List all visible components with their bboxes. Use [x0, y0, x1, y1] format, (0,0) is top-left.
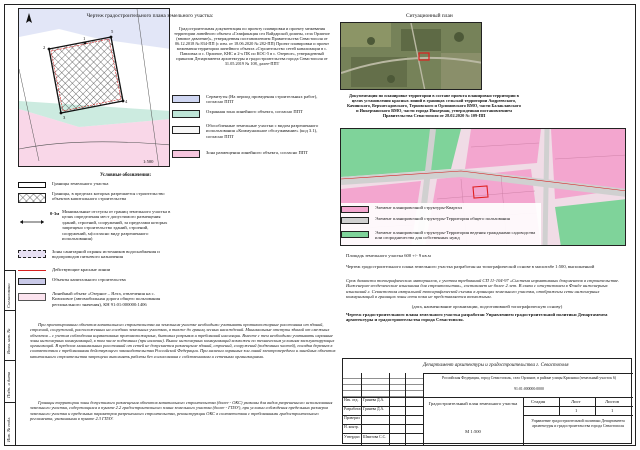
side-label-inv-orig: Инв. № подл.: [6, 416, 11, 442]
map-legend-swatch: [341, 231, 369, 238]
title-block: [342, 358, 632, 444]
top-legend-swatch: [172, 110, 200, 118]
corner-point: [48, 48, 51, 51]
stamp-header-sheets: Листов: [605, 399, 620, 404]
stamp-header-stage: Стадия: [531, 399, 546, 404]
stamp-role: Утвердил: [344, 435, 360, 439]
map-legend-swatch: [341, 217, 369, 224]
stamp-role: Н. контр.: [344, 425, 359, 429]
top-legend-item: Охранная зона линейного объекта, согласно ППТ: [172, 109, 332, 119]
body-paragraph: При проектировании объектов капитального строительства на земельном участке необходимо учитывать противопожарные расстояния от зданий, строений, сооружений, расположенных на соседних земельных участках, в также до границ лесных насаждений. Минимальные отступы зданий от смежных объектов – с учетом соблюдения нормативных противопожарных, бытовых разрывов и требований инсоляции. Вместе с тем необходимо учитывать охранные зоны инженерных коммуникаций, в том числе подземных (при наличии). Вынос инженерных коммуникаций возможен по техническим условиям эксплуатирующих организаций. В пределах минимальных расстояний от сетей не допускается размещение зданий, строений, сооружений (подземных частей), посадка деревьев в соответствии с требованиями действующего законодательства Российской Федерации. При наличии охранных зон линий электропередачи и линейных объектов капитального строительства запрещено выполнять работы без согласования с собственником и сетевыми организациями.: [30, 322, 336, 359]
topo-sub: (дата, наименование организации, подготовившей топографическую основу): [411, 304, 563, 309]
legend-item-boundary: Границы земельного участка: [18, 181, 172, 189]
top-legend-swatch: [172, 126, 200, 134]
legend-item-red-line: Действующие красные линии: [18, 267, 172, 275]
map-number: 2: [43, 45, 46, 50]
stamp-approver: Управление градостроительной политики Департамента архитектуры и градостроительства города Севастополя: [531, 419, 625, 428]
side-label-agreed: Согласовано: [6, 283, 11, 308]
plot-area: Площадь земельного участка 600 +/- 9 кв.м: [346, 253, 431, 258]
map-legend-swatch: [341, 206, 369, 213]
stamp-name: Шмитова С.С.: [363, 435, 387, 439]
stamp-scale: М 1:500: [465, 429, 481, 434]
map-number: 4: [125, 99, 128, 104]
legend: [18, 181, 172, 313]
top-note: Градостроительная документация по проекту планировки и проекту межевания территории линейного объекта «Газификация сел Вайдарской долины, села Орлиное (вновое давление)», утвержденная постановлением Правительства Севастополя от 06.12.2018 № 834-ПП (с изм. от 18.06.2020 № 282-ПП) Проект планировки и проект межевания территории линейного объекта «Строительство сетей канализации в с. Павловка и с. Орлиное, КНС и 2-х ПК по КОС-5 в с. Озерное», утвержденный приказом Департамента архитектуры и градостроительства города Севастополя от 31.05.2019 № 108, далее-ППТ: [174, 26, 330, 66]
map-legend-item: Элемент планировочной структуры-Квартал: [341, 205, 541, 215]
drawing-scale: 1:500: [143, 159, 154, 164]
corner-point: [110, 36, 113, 39]
legend-item-object: Объекты капитального строительства: [18, 277, 172, 287]
top-legend-item: Сервитуты (На период проведения строительных работ), согласно ППТ: [172, 94, 332, 107]
stamp-name: Гринева Д.А.: [363, 398, 385, 402]
stamp-role: Проверил: [344, 416, 360, 420]
corner-point: [84, 42, 87, 45]
plot-drawing: [19, 9, 170, 167]
stamp-value-sheets: 1: [611, 408, 614, 413]
legend-item-sanitary: Зоны санитарной охраны источников водоснабжения и водопроводов питьевого назначения: [18, 249, 172, 263]
map-legend: [341, 203, 541, 246]
stamp-org: Департамент архитектуры и градостроительства г. Севастополя: [423, 363, 569, 368]
sanitary-zone-icon: [18, 250, 46, 258]
scale-note: Чертеж градостроительного плана земельного участка разработан на топографической основе в масштабе 1:500, выполненной: [346, 264, 595, 269]
stamp-role: Разработал: [344, 407, 362, 411]
planning-map: [340, 128, 626, 246]
map-number: 1: [83, 36, 86, 41]
stamp-header-sheet: Лист: [571, 399, 581, 404]
side-label-sign-date: Подп. и дата: [6, 371, 11, 398]
map-legend-item: Элемент планировочной структуры-Территория общего пользования: [341, 216, 541, 228]
top-legend-item: Зона размещения линейного объекта, согласно ППТ: [172, 150, 332, 160]
road-icon: [18, 293, 46, 301]
aerial-photo: [340, 22, 482, 90]
corner-point: [122, 99, 128, 104]
top-legend: [172, 94, 332, 166]
drawing-panel: [18, 8, 170, 167]
boundary-icon: [18, 182, 46, 188]
legend-item-road: Линейный объект «Озерное – Ялта, отвлечения на с. Кизиловое (автомобильная дорога общего пользования регионального значения), КН 91:01:000000:1406: [18, 291, 172, 313]
offset-icon: [18, 217, 46, 223]
map-legend-item: Элемент планировочной структуры-Территория ведения гражданами садоводства или огородничества для собственных нужд: [341, 230, 541, 244]
object-icon: [18, 278, 46, 285]
stamp-doc-title: Градостроительный план земельного участка: [428, 401, 518, 406]
side-label-replace-inv: Взам. инв. №: [6, 328, 11, 354]
stamp-kn: 91:01:000000:0000: [514, 387, 544, 391]
dept-note: Чертеж градостроительного плана земельного участка разработан Управлением градостроительной политики Департамента архитектуры и градостроительства города Севастополя.: [346, 312, 608, 323]
top-legend-item: Обособленные земельные участки с видом разрешенного использования «Коммунальное обслуживание» (код 3.1), согласно ППТ: [172, 123, 332, 143]
corner-point: [60, 112, 63, 115]
drawing-title: Чертеж градостроительного плана земельного участка:: [86, 13, 214, 19]
legend-item-buildable: Границы, в пределах которых разрешается строительство объектов капитального строительства: [18, 191, 172, 207]
topo-note: Срок давности топографических материалов, с учетом требований СП 11-104-97 «Система нормативных документов в строительстве. Инженерно-геодезические изыскания для строительства», составляет не более 2 лет. В связи с отсутствием в Фонде инженерных изысканий г. Севастополя актуальной топографической съемки в границах земельного участка, отображены сети инженерных коммуникаций в границах зоны сети пока не представляется возможным.: [346, 278, 620, 300]
legend-item-offset: 0-3м Минимальные отступы от границ земельного участка в целях определения мест допустимого размещения зданий, строений, сооружений, за пределами которых запрещено строительство зданий, строений, сооружений, м(согласно виду разрешенного использования): [18, 209, 172, 243]
stamp-value-sheet: 1: [575, 408, 578, 413]
body-paragraph: Границы территории зоны допустимого размещения объектов капитального строительства (далее - ОКС) указаны для видов разрешенного использования земельного участка, содержащихся в пункте 2.2 градостроительного плана земельного участка (далее - ГПЗУ), при условии соблюдения предельных размеров земельного участка и предельных параметров разрешенного строительства, реконструкции ОКС в соответствии с требованиями градостроительного регламента, указанными в пункте 2.3 ГПЗУ.: [30, 400, 333, 421]
map-number: 3: [63, 115, 66, 120]
hatch-icon: [18, 193, 46, 203]
stamp-name: Гринева Д.А.: [363, 407, 385, 411]
top-legend-swatch: [172, 95, 200, 103]
top-legend-swatch: [172, 150, 200, 158]
legend-title: Условные обозначения:: [100, 173, 152, 178]
offset-marker: 0-3м: [50, 211, 60, 216]
stamp-role: Нач. отд.: [344, 398, 359, 402]
situation-plan-title: Ситуационный план: [406, 13, 453, 19]
map-number: 5: [111, 29, 114, 34]
red-line-icon: [18, 270, 46, 271]
stamp-address: Российская Федерация, город Севастополь, село Орлиное, в районе улицы Красника (земельный участок 6): [441, 376, 617, 380]
planning-doc-note: Документация по планировке территории в составе проекта планировки территории в целях установления красных линий в границах сельской территории Андреевского, Качинского, Верхнесадовского, Терновского и Орлиновского ВМО, части Балаклавского и Инкерманского ВМО, части города Инкерман, утвержденная постановлением Правительства Севастополя от 28.02.2020 № 109-ПП: [346, 93, 522, 118]
